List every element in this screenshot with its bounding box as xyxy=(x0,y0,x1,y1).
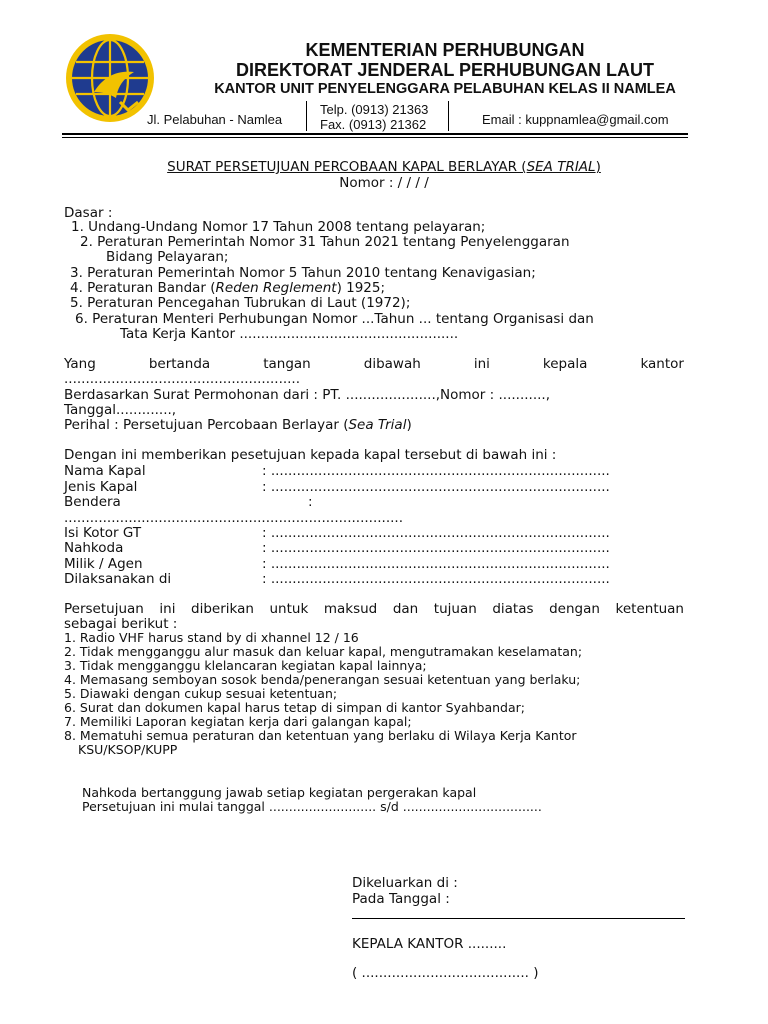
condition-item: 1. Radio VHF harus stand by di xhannel 12 / 16 xyxy=(64,630,359,645)
dasar-item: 5. Peraturan Pencegahan Tubrukan di Laut (1972); xyxy=(70,295,411,311)
dasar-item-cont: Bidang Pelayaran; xyxy=(106,249,229,265)
field-label: Dilaksanakan di xyxy=(64,571,172,587)
dasar-heading: Dasar : xyxy=(64,205,113,221)
condition-item: 4. Memasang semboyan sosok benda/penerangan sesuai ketentuan yang berlaku; xyxy=(64,672,581,687)
dasar-item: 1. Undang-Undang Nomor 17 Tahun 2008 tentang pelayaran; xyxy=(71,219,486,235)
field-value-dots: ............................................................................... xyxy=(64,510,404,526)
field-value: : ............................................................................... xyxy=(262,571,610,587)
document-title: SURAT PERSETUJUAN PERCOBAAN KAPAL BERLAYAR (SEA TRIAL) xyxy=(167,159,601,175)
ministry-logo xyxy=(64,32,156,124)
field-value: : xyxy=(308,494,313,510)
field-label: Isi Kotor GT xyxy=(64,525,142,541)
letterhead-ministry: KEMENTERIAN PERHUBUNGAN xyxy=(305,40,585,60)
dasar-item-cont: Tata Kerja Kantor ................................................... xyxy=(120,326,459,342)
field-label: Bendera xyxy=(64,494,121,510)
document-number: Nomor : / / / / xyxy=(339,175,429,191)
field-value: : ............................................................................... xyxy=(262,540,610,556)
office-fax: Fax. (0913) 21362 xyxy=(320,117,427,132)
signer-line: Yang bertanda tangan dibawah ini kepala kantor xyxy=(64,356,684,372)
field-label: Milik / Agen xyxy=(64,556,143,572)
conditions-intro-cont: sebagai berikut : xyxy=(64,616,178,632)
dasar-item: 2. Peraturan Pemerintah Nomor 31 Tahun 2021 tentang Penyelenggaran xyxy=(80,234,570,250)
field-value: : ............................................................................... xyxy=(262,479,610,495)
office-email: Email : kuppnamlea@gmail.com xyxy=(482,112,669,127)
letterhead-office: KANTOR UNIT PENYELENGGARA PELABUHAN KELAS II NAMLEA xyxy=(214,81,676,97)
vessel-intro: Dengan ini memberikan pesetujuan kepada kapal tersebut di bawah ini : xyxy=(64,447,557,463)
issued-date: Pada Tanggal : xyxy=(352,891,450,907)
request-basis: Berdasarkan Surat Permohonan dari : PT. .....................,Nomor : ..........., xyxy=(64,387,550,403)
field-value: : ............................................................................... xyxy=(262,463,610,479)
condition-item: 6. Surat dan dokumen kapal harus tetap di simpan di kantor Syahbandar; xyxy=(64,700,526,715)
conditions-intro: Persetujuan ini diberikan untuk maksud dan tujuan diatas dengan ketentuan xyxy=(64,601,684,617)
field-label: Nahkoda xyxy=(64,540,124,556)
condition-item: 5. Diawaki dengan cukup sesuai ketentuan; xyxy=(64,686,338,701)
letterhead-directorate: DIREKTORAT JENDERAL PERHUBUNGAN LAUT xyxy=(235,60,655,80)
field-value: : ............................................................................... xyxy=(262,556,610,572)
issued-at: Dikeluarkan di : xyxy=(352,875,458,891)
validity-period: Persetujuan ini mulai tanggal ........................... s/d ................................... xyxy=(82,799,542,814)
office-address: Jl. Pelabuhan - Namlea xyxy=(147,112,283,127)
field-value: : ............................................................................... xyxy=(262,525,610,541)
subject-line: Perihal : Persetujuan Percobaan Berlayar (Sea Trial) xyxy=(64,417,412,433)
condition-item: 2. Tidak mengganggu alur masuk dan keluar kapal, mengutramakan keselamatan; xyxy=(64,644,583,659)
signer-dots: ....................................................... xyxy=(64,371,301,387)
condition-item-cont: KSU/KSOP/KUPP xyxy=(78,742,178,757)
dasar-item: 6. Peraturan Menteri Perhubungan Nomor ...Tahun ... tentang Organisasi dan xyxy=(75,311,594,327)
condition-item: 8. Mematuhi semua peraturan dan ketentuan yang berlaku di Wilaya Kerja Kantor xyxy=(64,728,577,743)
field-label: Jenis Kapal xyxy=(64,479,138,495)
dasar-item: 4. Peraturan Bandar (Reden Reglement) 1925; xyxy=(70,280,386,296)
captain-responsibility: Nahkoda bertanggung jawab setiap kegiatan pergerakan kapal xyxy=(82,785,477,800)
dasar-item: 3. Peraturan Pemerintah Nomor 5 Tahun 2010 tentang Kenavigasian; xyxy=(70,265,536,281)
condition-item: 3. Tidak mengganggu klelancaran kegiatan kapal lainnya; xyxy=(64,658,427,673)
office-phone: Telp. (0913) 21363 xyxy=(320,102,429,117)
field-label: Nama Kapal xyxy=(64,463,146,479)
condition-item: 7. Memiliki Laporan kegiatan kerja dari galangan kapal; xyxy=(64,714,412,729)
signatory-title: KEPALA KANTOR ......... xyxy=(352,936,507,952)
signatory-name: ( ....................................... ) xyxy=(352,965,539,981)
request-date: Tanggal............., xyxy=(64,402,177,418)
